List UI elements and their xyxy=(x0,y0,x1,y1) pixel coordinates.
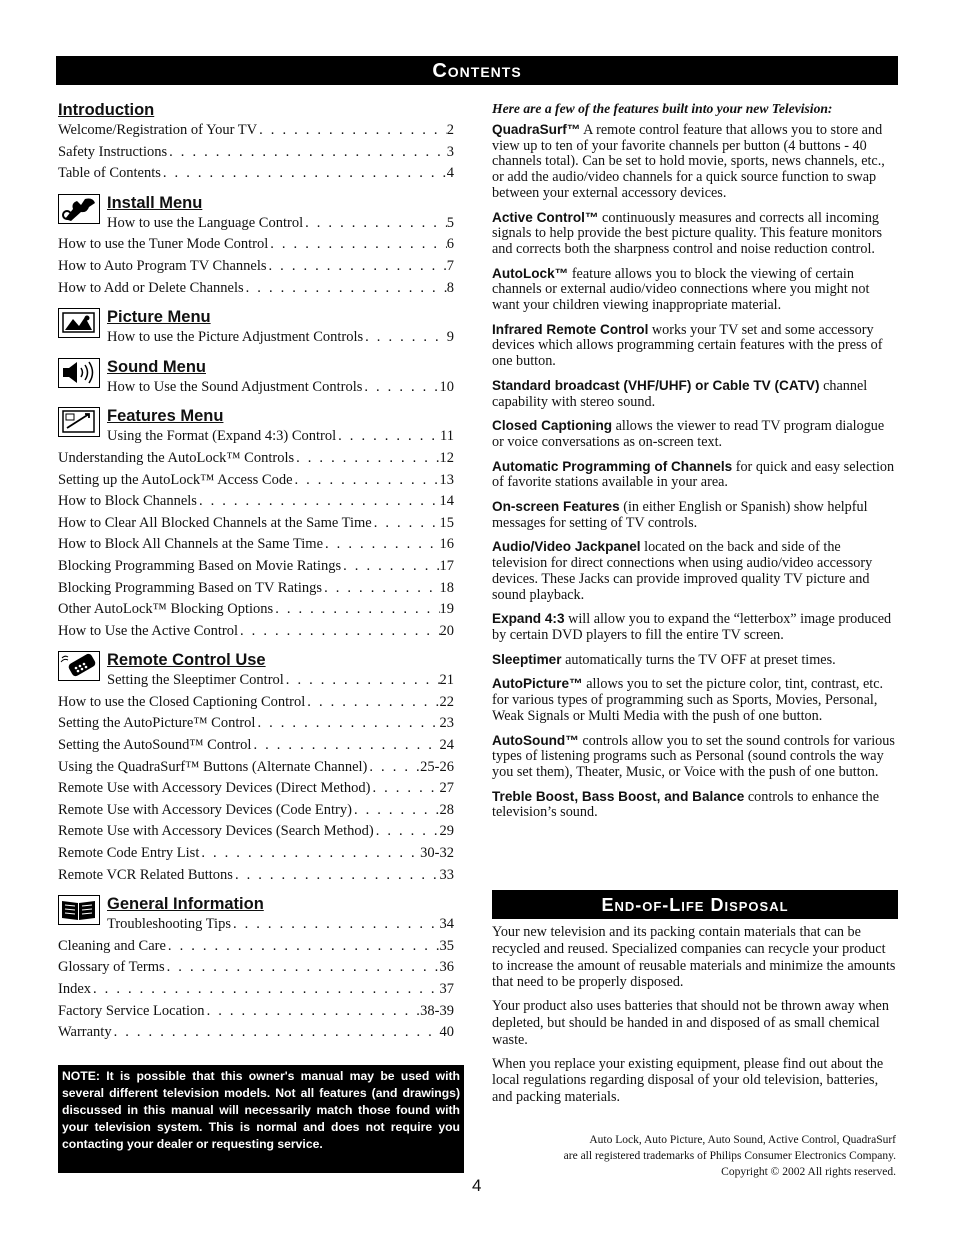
feature-item xyxy=(492,611,896,643)
disposal-text xyxy=(492,924,898,1113)
toc-entry-title: How to Block Channels xyxy=(58,493,197,510)
toc-entry-title: Blocking Programming Based on Movie Ratings xyxy=(58,557,342,574)
toc-list xyxy=(58,670,454,886)
toc-leader-dots xyxy=(244,278,447,300)
picture-icon xyxy=(58,308,100,338)
section-title: General Information xyxy=(107,895,264,914)
disposal-banner xyxy=(492,890,898,919)
toc-leader-dots xyxy=(91,979,439,1001)
toc-entry-page: 27 xyxy=(439,780,454,797)
toc-section-picture xyxy=(58,307,454,349)
toc-entry-page: 16 xyxy=(439,536,454,553)
features-intro: Here are a few of the features built into your new Television: xyxy=(492,101,833,116)
toc-entry-page: 10 xyxy=(439,378,454,395)
toc-entry-page: 23 xyxy=(439,715,454,732)
toc-entry xyxy=(58,599,454,621)
toc-leader-dots xyxy=(303,213,447,235)
section-title: Introduction xyxy=(58,101,155,119)
toc-entry-title: Safety Instructions xyxy=(58,143,168,160)
contents-banner xyxy=(56,56,898,85)
section-title: Features Menu xyxy=(107,407,224,426)
toc-entry-title: How to use the Language Control xyxy=(107,214,304,231)
toc-entry-page: 2 xyxy=(446,122,454,138)
disposal-paragraph: Your product also uses batteries that should not be thrown away when depleted, but should be handed in and disposed of as small chemical waste. xyxy=(492,998,889,1048)
toc-leader-dots xyxy=(323,534,439,556)
feature-item xyxy=(492,733,896,781)
toc-list xyxy=(58,213,454,299)
toc-entry-page: 20 xyxy=(439,622,454,639)
toc-leader-dots xyxy=(268,234,447,256)
toc-entry xyxy=(58,491,454,513)
section-title: Remote Control Use xyxy=(107,651,266,670)
toc-leader-dots xyxy=(267,256,447,278)
toc-entry-page: 9 xyxy=(446,329,454,346)
feature-description: (in either English or Spanish) show helpful messages for setting of TV controls. xyxy=(492,499,868,531)
feature-item xyxy=(492,122,896,202)
toc-entry-title: How to Block All Channels at the Same Time xyxy=(58,536,324,553)
disposal-title: End-of-Life Disposal xyxy=(601,895,789,915)
toc-entry-page: 11 xyxy=(440,428,454,445)
feature-description: feature allows you to block the viewing of certain channels or external audio/video connections where you might not want your children viewing inappropriate material. xyxy=(492,265,870,314)
trademark-line: are all registered trademarks of Philips Consumer Electronics Company. xyxy=(563,1150,896,1162)
feature-items xyxy=(492,122,896,821)
toc-entry-page: 40 xyxy=(439,1024,454,1041)
toc-list xyxy=(58,426,454,642)
page-number: 4 xyxy=(472,1176,482,1195)
toc-entry-page: 15 xyxy=(439,514,454,531)
feature-item xyxy=(492,652,896,669)
feature-description: channel capability with stereo sound. xyxy=(492,377,868,410)
feature-item xyxy=(492,459,896,491)
toc-entry xyxy=(58,936,454,958)
toc-entry-title: Setting the AutoSound™ Control xyxy=(58,737,252,754)
toc-section-introduction xyxy=(58,100,454,185)
feature-description: continuously measures and corrects all incoming signals to help provide the best picture quality. This feature monitors and corrects both the sharpness control and noise reduction control. xyxy=(492,209,883,257)
feature-name: AutoLock™ xyxy=(492,265,569,281)
toc-entry-title: How to use the Closed Captioning Control xyxy=(58,693,306,710)
toc-entry-title: Cleaning and Care xyxy=(58,937,166,954)
feature-name: Standard broadcast (VHF/UHF) or Cable TV (CATV) xyxy=(492,377,820,393)
toc-entry-title: Glossary of Terms xyxy=(58,959,165,976)
feature-name: Treble Boost, Bass Boost, and Balance xyxy=(492,788,745,804)
toc-entry-page: 33 xyxy=(439,866,454,883)
toc-entry xyxy=(58,556,454,578)
toc-entry-page: 25-26 xyxy=(420,758,454,775)
toc-entry xyxy=(58,377,454,399)
toc-entry-title: Setting the Sleeptimer Control xyxy=(107,672,284,689)
toc-leader-dots xyxy=(374,821,440,843)
toc-leader-dots xyxy=(205,1001,421,1023)
feature-name: Active Control™ xyxy=(492,209,599,225)
toc-entry-page: 24 xyxy=(439,737,454,754)
toc-list xyxy=(58,120,454,185)
toc-leader-dots xyxy=(255,713,439,735)
toc-leader-dots xyxy=(367,757,420,779)
toc-leader-dots xyxy=(322,578,439,600)
toc-entry-title: How to use the Tuner Mode Control xyxy=(58,236,269,253)
features-list xyxy=(492,100,896,829)
speaker-icon xyxy=(58,358,100,388)
note-text: It is possible that this owner's manual may be used with several different television models. Not all features (and drawings) discussed in this manual will necessarily match those found with your television system. This is normal and does not require you contacting your dealer or requesting service. xyxy=(62,1069,460,1151)
note-label: NOTE: xyxy=(62,1069,100,1083)
toc-list xyxy=(58,377,454,399)
feature-name: QuadraSurf™ xyxy=(492,122,581,137)
feature-description: for quick and easy selection of favorite stations available in your area. xyxy=(492,458,895,491)
trademark-line: Auto Lock, Auto Picture, Auto Sound, Active Control, QuadraSurf xyxy=(589,1134,896,1146)
toc-leader-dots xyxy=(199,843,420,865)
feature-name: Expand 4:3 xyxy=(492,611,565,627)
toc-entry xyxy=(58,213,454,235)
feature-name: Audio/Video Jackpanel xyxy=(492,539,641,555)
toc-leader-dots xyxy=(165,957,440,979)
feature-name: Closed Captioning xyxy=(492,418,613,434)
toc-entry xyxy=(58,513,454,535)
toc-entry-page: 4 xyxy=(446,165,454,182)
toc-entry xyxy=(58,120,454,142)
section-title: Install Menu xyxy=(107,193,203,212)
toc-entry xyxy=(58,278,454,300)
toc-leader-dots xyxy=(273,599,439,621)
feature-item xyxy=(492,676,896,724)
toc-entry-page: 36 xyxy=(439,959,454,976)
toc-entry xyxy=(58,234,454,256)
toc-leader-dots xyxy=(336,426,440,448)
toc-entry-page: 35 xyxy=(439,937,454,954)
toc-entry xyxy=(58,778,454,800)
feature-item xyxy=(492,418,896,450)
toc-entry-page: 8 xyxy=(446,279,454,296)
toc-entry xyxy=(58,800,454,822)
toc-leader-dots xyxy=(233,865,440,887)
trademark-notice xyxy=(564,1132,896,1180)
toc-entry xyxy=(58,448,454,470)
toc-list xyxy=(58,914,454,1044)
feature-description: controls to enhance the television’s sound. xyxy=(492,788,880,821)
toc-section-features xyxy=(58,406,454,642)
feature-description: located on the back and side of the television for direct connections when using audio/video accessory devices. These Jacks can provide improved quality TV picture and sound playback. xyxy=(492,539,873,603)
toc-entry xyxy=(58,692,454,714)
feature-description: controls allow you to set the sound controls for various types of listening programs such as Personal (sound controls the way you set them), Theater, Music, or Voice with the push of one button. xyxy=(492,732,895,780)
toc-section-sound xyxy=(58,357,454,399)
feature-description: allows you to set the picture color, tint, contrast, etc. for various types of programming such as Sports, Movies, Personal, Weak Signals or Multi Media with the push of one button. xyxy=(492,676,884,724)
toc-entry-title: Setting the AutoPicture™ Control xyxy=(58,715,256,732)
toc-leader-dots xyxy=(197,491,440,513)
feature-item xyxy=(492,499,896,531)
toc-entry-page: 37 xyxy=(439,981,454,997)
toc-list xyxy=(58,327,454,349)
toc-entry-page: 22 xyxy=(439,693,454,710)
toc-entry-title: How to Use the Sound Adjustment Controls xyxy=(107,378,363,395)
toc-leader-dots xyxy=(257,120,447,142)
feature-description: works your TV set and some accessory devices which allows programming certain features with the press of one button. xyxy=(492,321,883,370)
toc-entry-page: 30-32 xyxy=(420,845,454,862)
toc-leader-dots xyxy=(294,448,439,470)
feature-description: allows the viewer to read TV program dialogue or voice conversations as on-screen text. xyxy=(492,418,885,450)
screwdriver-icon xyxy=(58,194,100,224)
toc-leader-dots xyxy=(251,735,439,757)
toc-leader-dots xyxy=(370,778,439,800)
feature-item xyxy=(492,539,896,603)
features-icon xyxy=(58,407,100,437)
toc-entry xyxy=(58,914,454,936)
toc-entry-page: 29 xyxy=(439,823,454,840)
toc-entry xyxy=(58,142,454,164)
toc-entry-page: 18 xyxy=(439,579,454,596)
feature-name: Infrared Remote Control xyxy=(492,321,649,337)
feature-name: Automatic Programming of Channels xyxy=(492,458,733,474)
toc-entry-title: Index xyxy=(58,981,92,997)
toc-leader-dots xyxy=(293,470,440,492)
toc-entry xyxy=(58,163,454,185)
feature-description: A remote control feature that allows you to store and view up to ten of your favorite channels per button (4 buttons - 40 channels total). Can be set to hold movie, sports, news channels, etc., or add the audio/video channels for a quick source function to swap between your external accessory devices. xyxy=(492,122,885,201)
toc-leader-dots xyxy=(161,163,447,185)
toc-entry-title: Using the Format (Expand 4:3) Control xyxy=(107,428,337,445)
toc-entry-page: 3 xyxy=(446,143,454,160)
toc-leader-dots xyxy=(112,1022,440,1044)
toc-entry-page: 34 xyxy=(439,916,454,933)
toc-leader-dots xyxy=(363,327,447,349)
toc-entry xyxy=(58,327,454,349)
toc-entry xyxy=(58,757,454,779)
toc-entry xyxy=(58,957,454,979)
toc-entry-page: 7 xyxy=(446,257,454,274)
toc-entry-page: 28 xyxy=(439,801,454,818)
toc-entry xyxy=(58,621,454,643)
toc-entry xyxy=(58,735,454,757)
toc-entry-page: 19 xyxy=(439,601,454,618)
page-title: Contents xyxy=(432,60,522,82)
feature-name: On-screen Features xyxy=(492,499,620,515)
toc-entry xyxy=(58,979,454,1001)
toc-entry-page: 38-39 xyxy=(420,1002,454,1019)
toc-entry-title: Factory Service Location xyxy=(58,1002,205,1019)
toc-entry-title: Using the QuadraSurf™ Buttons (Alternate Channel) xyxy=(58,758,368,775)
toc-entry-page: 17 xyxy=(439,557,454,574)
toc-entry-title: How to Auto Program TV Channels xyxy=(58,257,267,274)
remote-control-icon xyxy=(58,651,100,681)
toc-leader-dots xyxy=(362,377,439,399)
toc-entry xyxy=(58,713,454,735)
toc-leader-dots xyxy=(167,142,447,164)
toc-section-general xyxy=(58,894,454,1044)
feature-description: automatically turns the TV OFF at preset times. xyxy=(561,651,836,668)
toc-entry-page: 14 xyxy=(439,493,454,510)
section-title: Sound Menu xyxy=(107,357,206,376)
feature-description: will allow you to expand the “letterbox” image produced by certain DVD players to fill the entire TV screen. xyxy=(492,611,892,643)
note-box xyxy=(58,1065,464,1173)
toc-entry-title: How to use the Picture Adjustment Controls xyxy=(107,329,364,346)
feature-item xyxy=(492,210,896,258)
toc-entry-page: 5 xyxy=(446,214,454,231)
toc-entry xyxy=(58,865,454,887)
toc-leader-dots xyxy=(352,800,440,822)
toc-entry-title: Remote Use with Accessory Devices (Search Method) xyxy=(58,823,374,840)
toc-entry-title: Remote Use with Accessory Devices (Code Entry) xyxy=(58,801,352,818)
toc-entry-title: Remote Code Entry List xyxy=(58,845,200,862)
feature-name: AutoSound™ xyxy=(492,732,579,748)
copyright-line: Copyright © 2002 All rights reserved. xyxy=(721,1166,896,1178)
feature-name: AutoPicture™ xyxy=(492,676,583,692)
feature-item xyxy=(492,266,896,314)
toc-entry xyxy=(58,1001,454,1023)
toc-entry-title: Troubleshooting Tips xyxy=(107,916,231,933)
toc-entry-title: Warranty xyxy=(58,1024,112,1041)
toc-entry-title: Table of Contents xyxy=(58,165,161,182)
toc-entry-title: How to Clear All Blocked Channels at the Same Time xyxy=(58,514,372,531)
toc-leader-dots xyxy=(238,621,439,643)
disposal-paragraph: When you replace your existing equipment, please find out about the local regulations regarding disposal of your old television, batteries, and packing materials. xyxy=(492,1055,884,1106)
section-title: Picture Menu xyxy=(107,308,211,327)
toc-entry-title: Remote Use with Accessory Devices (Direct Method) xyxy=(58,780,371,797)
toc-entry-title: Other AutoLock™ Blocking Options xyxy=(58,601,274,618)
disposal-paragraph: Your new television and its packing contain materials that can be recycled and reused. Specialized companies can recycle your product to increase the amount of reusable materials and minimize the amounts that need to be properly disposed. xyxy=(492,924,896,991)
toc-leader-dots xyxy=(341,556,439,578)
toc-entry-page: 21 xyxy=(439,672,454,689)
feature-name: Sleeptimer xyxy=(492,651,562,667)
toc-entry xyxy=(58,256,454,278)
toc-leader-dots xyxy=(372,513,440,535)
toc-entry-title: Welcome/Registration of Your TV xyxy=(58,122,258,138)
book-icon xyxy=(58,895,100,925)
toc-leader-dots xyxy=(231,914,440,936)
toc-entry xyxy=(58,534,454,556)
toc-entry-page: 13 xyxy=(439,471,454,488)
toc-entry xyxy=(58,470,454,492)
table-of-contents xyxy=(58,100,454,1044)
toc-entry xyxy=(58,1022,454,1044)
toc-section-remote xyxy=(58,650,454,886)
toc-entry xyxy=(58,670,454,692)
toc-entry-title: How to Add or Delete Channels xyxy=(58,279,244,296)
toc-leader-dots xyxy=(305,692,439,714)
toc-entry-title: Remote VCR Related Buttons xyxy=(58,866,233,883)
feature-item xyxy=(492,789,896,821)
toc-section-install xyxy=(58,193,454,299)
toc-entry-title: Setting up the AutoLock™ Access Code xyxy=(58,471,293,488)
toc-entry xyxy=(58,821,454,843)
toc-entry-title: How to Use the Active Control xyxy=(58,622,239,639)
feature-item xyxy=(492,322,896,370)
toc-entry xyxy=(58,578,454,600)
toc-entry xyxy=(58,843,454,865)
toc-entry-title: Blocking Programming Based on TV Ratings xyxy=(58,579,323,596)
toc-leader-dots xyxy=(166,936,440,958)
toc-entry-page: 12 xyxy=(439,449,454,466)
toc-entry-page: 6 xyxy=(446,236,454,253)
feature-item xyxy=(492,378,896,410)
toc-entry-title: Understanding the AutoLock™ Controls xyxy=(58,449,295,466)
toc-leader-dots xyxy=(284,670,440,692)
toc-entry xyxy=(58,426,454,448)
